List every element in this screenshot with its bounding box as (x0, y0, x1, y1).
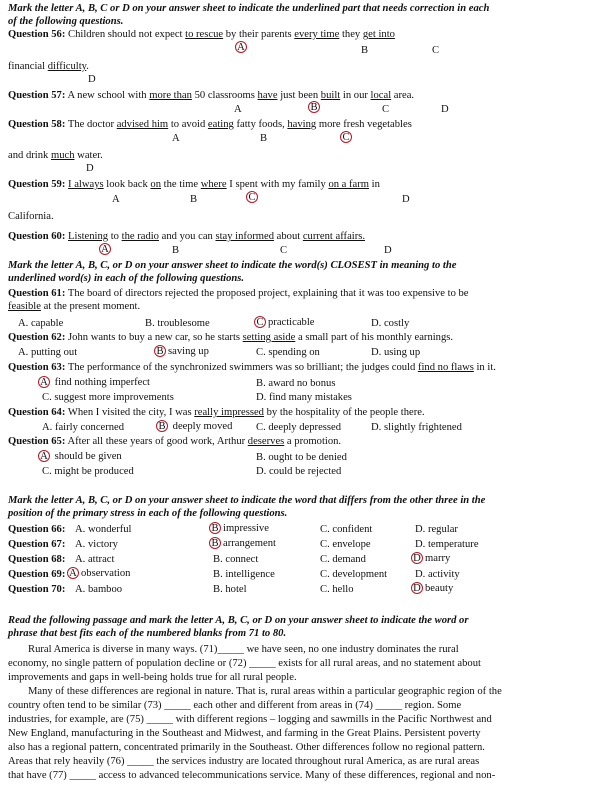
answer-circle-70d[interactable]: D (411, 582, 423, 594)
section4-instruction: Read the following passage and mark the letter A, B, C, or D on your answer sheet to indicate the word or (8, 615, 469, 626)
q67-option-b[interactable]: B arrangement (211, 537, 276, 550)
q66-option-d[interactable]: D. regular (415, 524, 458, 535)
q69-label: Question 69: (8, 569, 66, 580)
section1-instruction-cont: of the following questions. (8, 16, 124, 27)
question-58: Question 58: The doctor advised him to avoid eating fatty foods, having more fresh vegetables (8, 119, 412, 130)
q66-label: Question 66: (8, 524, 66, 535)
option-b-label: B (172, 245, 180, 256)
q61-option-a[interactable]: A. capable (18, 318, 64, 329)
section2-instruction: Mark the letter A, B, C, or D on your answer sheet to indicate the word(s) CLOSEST in meaning to the (8, 260, 457, 271)
option-a-label: A (234, 104, 242, 115)
passage-line: improvements and gaps in well-being holds true for all rural people. (8, 672, 297, 683)
question-59: Question 59: I always look back on the time where I spent with my family on a farm in (8, 179, 380, 190)
q68-option-c[interactable]: C. demand (320, 554, 366, 565)
answer-circle-62b[interactable]: B (154, 345, 166, 357)
q61-option-d[interactable]: D. costly (371, 318, 410, 329)
answer-circle-68d[interactable]: D (411, 552, 423, 564)
q64-option-d[interactable]: D. slightly frightened (371, 422, 462, 433)
passage-line: New England, manufacturing in the Southeast and Midwest, and farming in the Great Plains. Persistent poverty (8, 728, 481, 739)
q66-option-b[interactable]: B impressive (211, 522, 269, 535)
answer-circle-58c[interactable]: C (340, 131, 352, 143)
option-b-label: B (190, 194, 198, 205)
question-61-cont: feasible at the present moment. (8, 301, 141, 312)
q70-option-a[interactable]: A. bamboo (75, 584, 123, 595)
question-61: Question 61: The board of directors rejected the proposed project, explaining that it was too expensive to be (8, 288, 469, 299)
answer-circle-61c[interactable]: C (254, 316, 266, 328)
question-62: Question 62: John wants to buy a new car, so he starts setting aside a small part of his monthly earnings. (8, 332, 454, 343)
passage-line: also has a regional pattern, concentrated primarily in the Southeast. Other differences follow no regional pattern. (8, 742, 485, 753)
question-59-cont: California. (8, 211, 54, 222)
passage-line: that have (77) _____ access to advanced telecommunications service. Many of these differences, regional and non- (8, 770, 496, 781)
passage-line: Areas that rely heavily (76) _____ the services industry are located throughout rural America, as are rural areas (8, 756, 480, 767)
q67-option-d[interactable]: D. temperature (415, 539, 479, 550)
option-d-label: D (86, 163, 94, 174)
q63-option-d[interactable]: D. find many mistakes (256, 392, 352, 403)
q65-option-b[interactable]: B. ought to be denied (256, 452, 347, 463)
q70-option-c[interactable]: C. hello (320, 584, 354, 595)
q66-option-a[interactable]: A. wonderful (75, 524, 132, 535)
q67-option-a[interactable]: A. victory (75, 539, 118, 550)
option-c-label: C (280, 245, 288, 256)
answer-circle-60a[interactable]: A (99, 243, 111, 255)
passage-line: Rural America is diverse in many ways. (71)_____ we have seen, no one industry dominates the rural (28, 644, 459, 655)
q69-option-d[interactable]: D. activity (415, 569, 460, 580)
q62-option-a[interactable]: A. putting out (18, 347, 78, 358)
q68-option-a[interactable]: A. attract (75, 554, 115, 565)
answer-circle-56a[interactable]: A (235, 41, 247, 53)
q61-option-b[interactable]: B. troublesome (145, 318, 210, 329)
option-a-label: A (172, 133, 180, 144)
q62-option-b[interactable]: B saving up (156, 345, 209, 358)
question-57: Question 57: A new school with more than 50 classrooms have just been built in our local area. (8, 90, 415, 101)
q67-label: Question 67: (8, 539, 66, 550)
answer-circle-67b[interactable]: B (209, 537, 221, 549)
q69-option-a[interactable]: A observation (69, 567, 130, 580)
q63-option-c[interactable]: C. suggest more improvements (42, 392, 174, 403)
answer-circle-59c[interactable]: C (246, 191, 258, 203)
option-d-label: D (402, 194, 410, 205)
answer-circle-57b[interactable]: B (308, 101, 320, 113)
q69-option-b[interactable]: B. intelligence (213, 569, 275, 580)
question-58-cont: and drink much water. (8, 150, 103, 161)
q70-option-b[interactable]: B. hotel (213, 584, 247, 595)
q70-option-d[interactable]: D beauty (413, 582, 453, 595)
question-56-cont: financial difficulty. (8, 61, 89, 72)
answer-circle-66b[interactable]: B (209, 522, 221, 534)
option-d-label: D (88, 74, 96, 85)
q63-option-a[interactable]: A find nothing imperfect (40, 376, 150, 389)
q64-option-c[interactable]: C. deeply depressed (256, 422, 342, 433)
option-c-label: C (382, 104, 390, 115)
option-d-label: D (384, 245, 392, 256)
q68-option-d[interactable]: D marry (413, 552, 450, 565)
q70-label: Question 70: (8, 584, 66, 595)
passage-line: economy, no single pattern of population decline or (72) _____ exists for all rural areas, and no statement about (8, 658, 481, 669)
option-b-label: B (260, 133, 268, 144)
option-d-label: D (441, 104, 449, 115)
q68-option-b[interactable]: B. connect (213, 554, 259, 565)
q68-label: Question 68: (8, 554, 66, 565)
q64-option-b[interactable]: B deeply moved (158, 420, 232, 433)
section3-instruction-cont: position of the primary stress in each of the following questions. (8, 508, 288, 519)
passage-line: country often tend to be similar (73) _____ each other and different from areas in (74) _____ region. Some (8, 700, 462, 711)
section4-instruction-cont: phrase that best fits each of the numbered blanks from 71 to 80. (8, 628, 287, 639)
q61-option-c[interactable]: C practicable (256, 316, 314, 329)
passage-line: Many of these differences are regional in nature. That is, rural areas within a particular geographic region of the (28, 686, 502, 697)
q65-option-a[interactable]: A should be given (40, 450, 122, 463)
section3-instruction: Mark the letter A, B, C, or D on your answer sheet to indicate the word that differs from the other three in the (8, 495, 486, 506)
question-56: Question 56: Children should not expect to rescue by their parents every time they get into (8, 29, 395, 40)
q63-option-b[interactable]: B. award no bonus (256, 378, 336, 389)
answer-circle-69a[interactable]: A (67, 567, 79, 579)
answer-circle-63a[interactable]: A (38, 376, 50, 388)
section1-instruction: Mark the letter A, B, C or D on your answer sheet to indicate the underlined part that needs correction in each (8, 3, 490, 14)
question-64: Question 64: When I visited the city, I was really impressed by the hospitality of the people there. (8, 407, 425, 418)
question-60: Question 60: Listening to the radio and you can stay informed about current affairs. (8, 231, 366, 242)
q65-option-c[interactable]: C. might be produced (42, 466, 134, 477)
q62-option-c[interactable]: C. spending on (256, 347, 320, 358)
q65-option-d[interactable]: D. could be rejected (256, 466, 342, 477)
answer-circle-65a[interactable]: A (38, 450, 50, 462)
option-c-label: C (432, 45, 440, 56)
question-65: Question 65: After all these years of good work, Arthur deserves a promotion. (8, 436, 342, 447)
option-a-label: A (112, 194, 120, 205)
question-63: Question 63: The performance of the synchronized swimmers was so brilliant; the judges could find no flaws in it. (8, 362, 496, 373)
section2-instruction-cont: underlined word(s) in each of the following questions. (8, 273, 245, 284)
q66-option-c[interactable]: C. confident (320, 524, 373, 535)
q69-option-c[interactable]: C. development (320, 569, 388, 580)
q67-option-c[interactable]: C. envelope (320, 539, 371, 550)
answer-circle-64b[interactable]: B (156, 420, 168, 432)
passage-line: industries, for example, are (75) _____ with different regions – logging and sawmills in the Pacific Northwest and (8, 714, 492, 725)
option-b-label: B (361, 45, 369, 56)
q64-option-a[interactable]: A. fairly concerned (42, 422, 125, 433)
q62-option-d[interactable]: D. using up (371, 347, 421, 358)
